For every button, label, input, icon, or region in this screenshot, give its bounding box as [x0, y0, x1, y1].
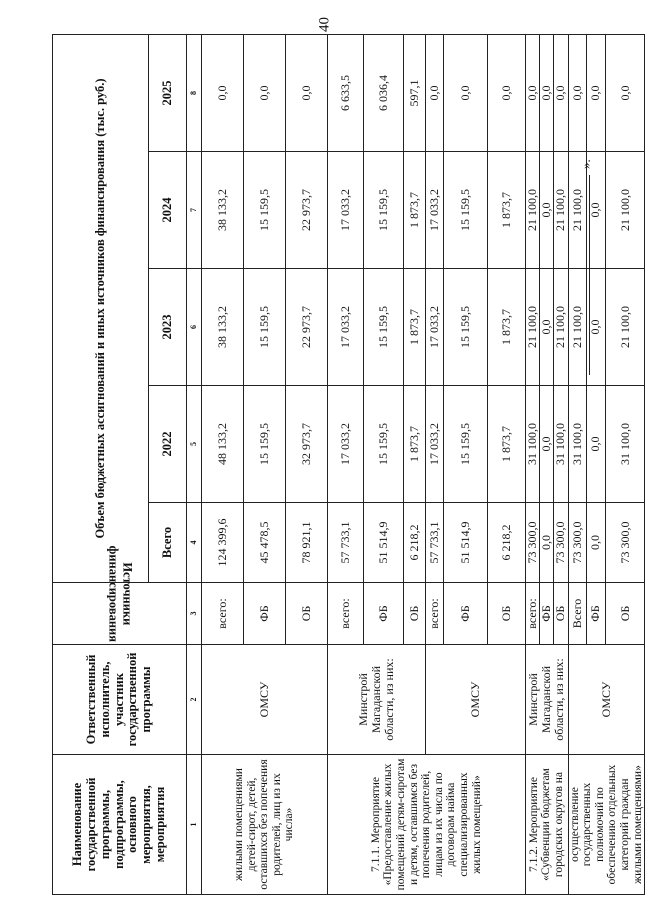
- value-total: 73 300,0: [568, 503, 587, 583]
- measure-name: жилыми помещениями детей-сирот, детей, оставшихся без попечения родителей, лиц из их числа»: [202, 755, 328, 895]
- value-2024: 0,0: [540, 152, 554, 269]
- column-number: 1: [187, 755, 202, 895]
- source: Всего: [568, 583, 587, 645]
- value-2023: 15 159,5: [444, 269, 488, 386]
- value-2022: 0,0: [587, 386, 606, 503]
- value-2025: 0,0: [286, 34, 328, 151]
- value-2022: 0,0: [540, 386, 554, 503]
- value-2025: 0,0: [540, 34, 554, 151]
- value-2022: 31 100,0: [568, 386, 587, 503]
- column-number: 4: [187, 503, 202, 583]
- column-number: 8: [187, 34, 202, 151]
- value-2022: 31 100,0: [605, 386, 645, 503]
- source: ОБ: [404, 583, 426, 645]
- value-2022: 17 033,2: [328, 386, 364, 503]
- source: всего:: [426, 583, 444, 645]
- column-number: 2: [187, 645, 202, 755]
- value-2024: 15 159,5: [364, 152, 404, 269]
- value-2024: 1 873,7: [488, 152, 526, 269]
- table-row: [328, 34, 364, 894]
- column-number: 7: [187, 152, 202, 269]
- value-total: 0,0: [540, 503, 554, 583]
- executor: ОМСУ: [426, 645, 526, 755]
- value-2022: 31 100,0: [554, 386, 568, 503]
- value-2023: 17 033,2: [426, 269, 444, 386]
- header-2023: 2023: [149, 269, 187, 386]
- source: ОБ: [554, 583, 568, 645]
- value-2025: 6 036,4: [364, 34, 404, 151]
- value-2024: 0,0: [587, 152, 606, 269]
- table-row: [202, 34, 244, 894]
- value-total: 51 514,9: [364, 503, 404, 583]
- column-number: 5: [187, 386, 202, 503]
- value-2022: 15 159,5: [444, 386, 488, 503]
- value-2023: 21 100,0: [568, 269, 587, 386]
- value-total: 73 300,0: [526, 503, 540, 583]
- value-total: 73 300,0: [554, 503, 568, 583]
- header-total: Всего: [149, 503, 187, 583]
- column-number: 6: [187, 269, 202, 386]
- value-2023: 1 873,7: [404, 269, 426, 386]
- value-2022: 1 873,7: [404, 386, 426, 503]
- value-2022: 31 100,0: [526, 386, 540, 503]
- value-total: 57 733,1: [426, 503, 444, 583]
- value-total: 45 478,5: [244, 503, 286, 583]
- measure-name: 7.1.1. Мероприятие «Предоставление жилых помещений детям-сиротам и детям, оставшимся без попечения родителей, лицам из их числа по договорам найма специализированных жилых помещений»: [328, 755, 526, 895]
- value-2023: 22 973,7: [286, 269, 328, 386]
- source: ОБ: [488, 583, 526, 645]
- value-2023: 21 100,0: [554, 269, 568, 386]
- value-2023: 1 873,7: [488, 269, 526, 386]
- value-2025: 0,0: [554, 34, 568, 151]
- value-2025: 0,0: [526, 34, 540, 151]
- source: ФБ: [244, 583, 286, 645]
- value-2024: 15 159,5: [244, 152, 286, 269]
- value-total: 78 921,1: [286, 503, 328, 583]
- header-name: Наименование государственной программы, подпрограммы, основного мероприятия, мероприятия: [53, 755, 187, 895]
- executor: ОМСУ: [568, 645, 645, 755]
- closing-mark: [578, 159, 594, 375]
- value-2025: 0,0: [426, 34, 444, 151]
- closing-line: [589, 175, 590, 375]
- source: всего:: [526, 583, 540, 645]
- value-2024: 15 159,5: [444, 152, 488, 269]
- value-2023: 21 100,0: [605, 269, 645, 386]
- value-2022: 32 973,7: [286, 386, 328, 503]
- value-2022: 17 033,2: [426, 386, 444, 503]
- executor: ОМСУ: [202, 645, 328, 755]
- value-2025: 0,0: [488, 34, 526, 151]
- value-2023: 0,0: [587, 269, 606, 386]
- header-executor: Ответственный исполнитель, участник государственной программы: [53, 645, 187, 755]
- header-2024: 2024: [149, 152, 187, 269]
- value-2024: 17 033,2: [426, 152, 444, 269]
- value-2024: 22 973,7: [286, 152, 328, 269]
- value-total: 6 218,2: [488, 503, 526, 583]
- header-2025: 2025: [149, 34, 187, 151]
- measure-name-part-2: осуществление государственных полномочий по обеспечению отдельных категорий граждан жилыми помещениями»: [568, 755, 645, 895]
- rotated-page-content: [52, 35, 644, 895]
- value-2024: 21 100,0: [554, 152, 568, 269]
- page-number: 40: [316, 17, 333, 32]
- value-2025: 0,0: [244, 34, 286, 151]
- value-2023: 15 159,5: [364, 269, 404, 386]
- value-2025: 597,1: [404, 34, 426, 151]
- value-2023: 38 133,2: [202, 269, 244, 386]
- value-total: 57 733,1: [328, 503, 364, 583]
- value-2024: 21 100,0: [526, 152, 540, 269]
- source: ФБ: [444, 583, 488, 645]
- source: ФБ: [540, 583, 554, 645]
- measure-name-part-1: 7.1.2. Мероприятие «Субвенции бюджетам городских округов на: [526, 755, 569, 895]
- value-2025: 0,0: [605, 34, 645, 151]
- value-2025: 6 633,5: [328, 34, 364, 151]
- value-2022: 1 873,7: [488, 386, 526, 503]
- source: ФБ: [364, 583, 404, 645]
- source: ОБ: [286, 583, 328, 645]
- value-total: 73 300,0: [605, 503, 645, 583]
- value-2024: 21 100,0: [605, 152, 645, 269]
- header-sources-text: Источники финансирования: [106, 545, 135, 642]
- value-2024: 17 033,2: [328, 152, 364, 269]
- financing-table: [52, 34, 645, 895]
- value-2024: 38 133,2: [202, 152, 244, 269]
- value-total: 0,0: [587, 503, 606, 583]
- source: ОБ: [605, 583, 645, 645]
- value-total: 51 514,9: [444, 503, 488, 583]
- value-2022: 15 159,5: [244, 386, 286, 503]
- value-2023: 0,0: [540, 269, 554, 386]
- value-2022: 48 133,2: [202, 386, 244, 503]
- value-2023: 15 159,5: [244, 269, 286, 386]
- header-sources: [53, 545, 187, 645]
- value-2022: 15 159,5: [364, 386, 404, 503]
- executor: Минстрой Магаданской области, из них:: [328, 645, 426, 755]
- value-2024: 21 100,0: [568, 152, 587, 269]
- value-total: 6 218,2: [404, 503, 426, 583]
- value-total: 124 399,6: [202, 503, 244, 583]
- source: всего:: [328, 583, 364, 645]
- column-number-row: [187, 34, 202, 894]
- table-row: [526, 34, 540, 894]
- source: ФБ: [587, 583, 606, 645]
- value-2024: 1 873,7: [404, 152, 426, 269]
- value-2025: 0,0: [587, 34, 606, 151]
- closing-quote: ».: [578, 159, 593, 169]
- value-2025: 0,0: [202, 34, 244, 151]
- value-2025: 0,0: [444, 34, 488, 151]
- source: всего:: [202, 583, 244, 645]
- value-2023: 21 100,0: [526, 269, 540, 386]
- header-2022: 2022: [149, 386, 187, 503]
- value-2023: 17 033,2: [328, 269, 364, 386]
- value-2025: 0,0: [568, 34, 587, 151]
- executor: Минстрой Магаданской области, из них:: [526, 645, 569, 755]
- header-volume: Объем бюджетных ассигнований и иных источников финансирования (тыс. руб.): [53, 34, 149, 582]
- column-number: 3: [187, 583, 202, 645]
